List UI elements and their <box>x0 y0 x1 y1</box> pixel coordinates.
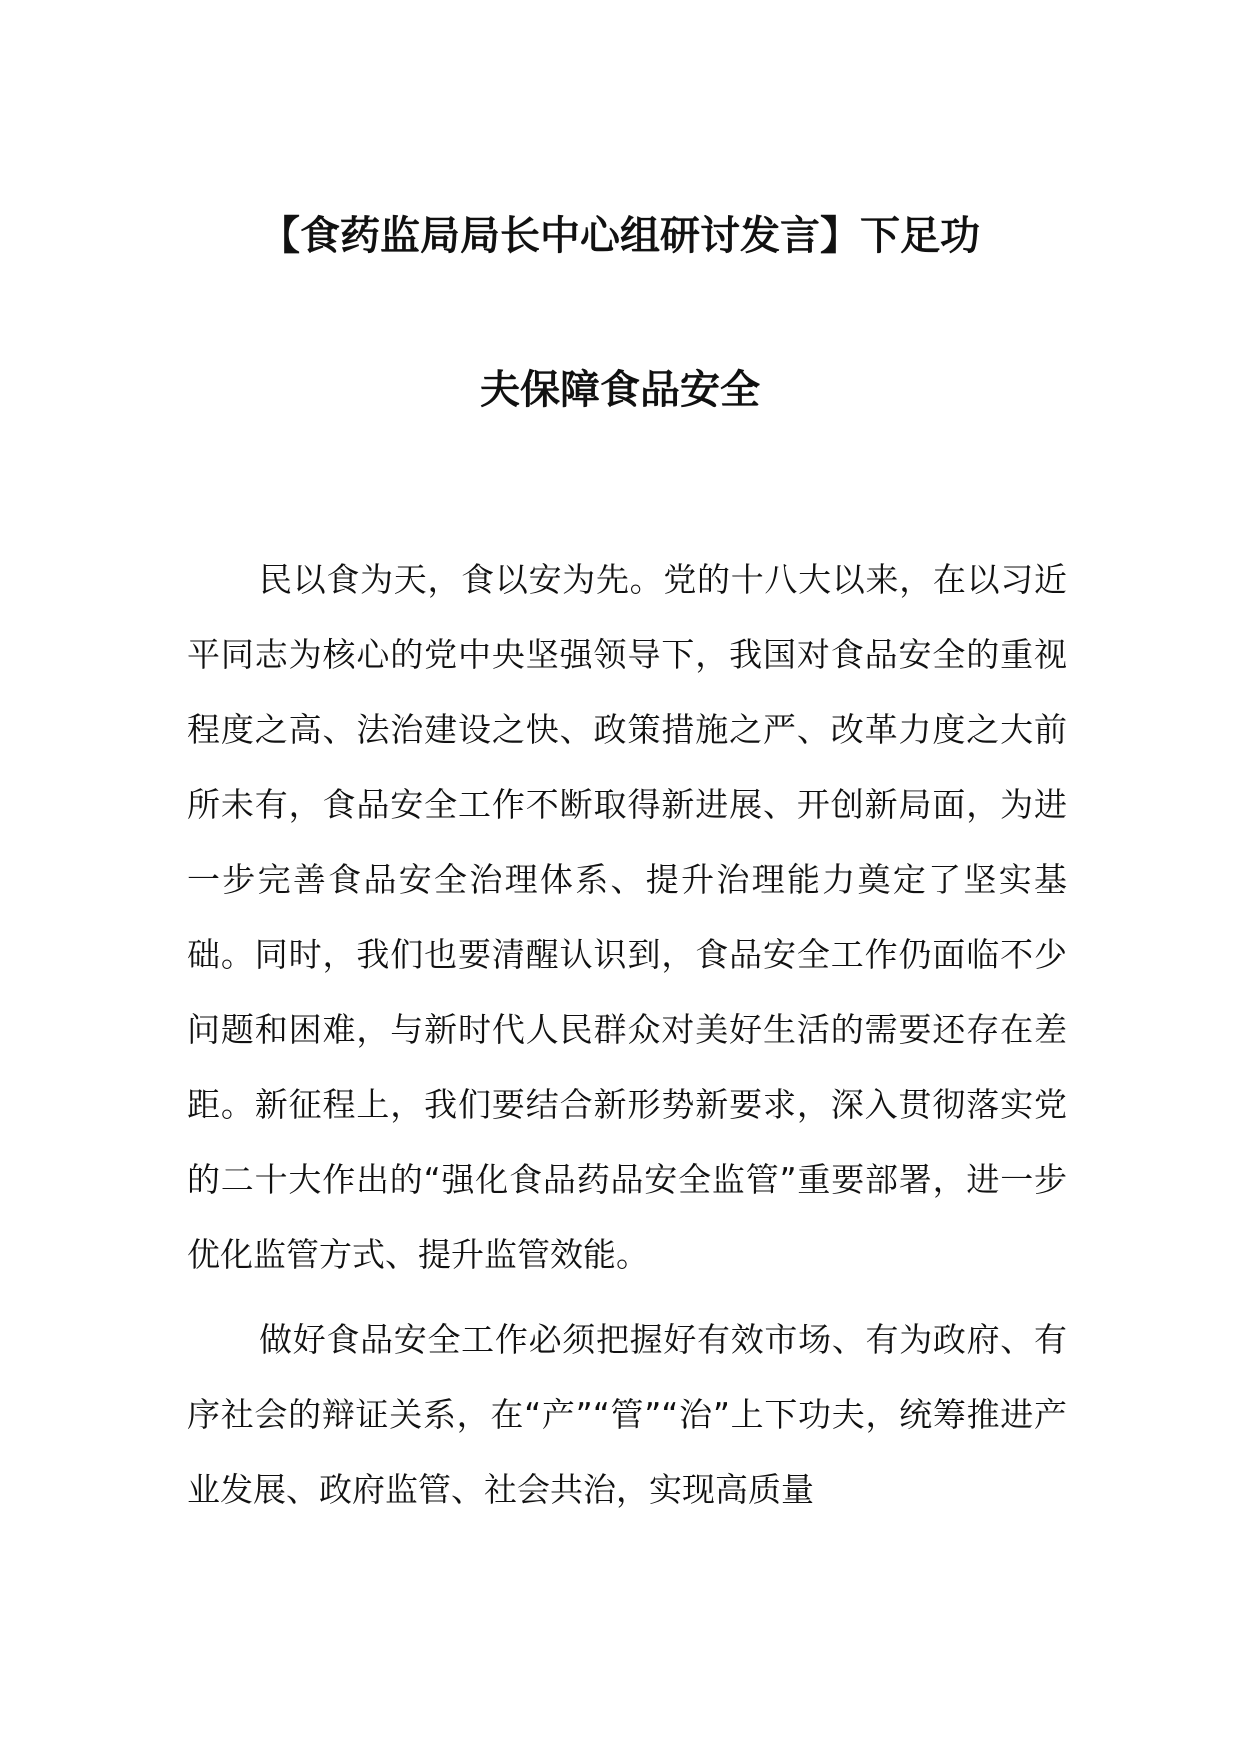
paragraph: 做好食品安全工作必须把握好有效市场、有为政府、有序社会的辩证关系，在“产”“管”“治”上下功夫，统筹推进产业发展、政府监管、社会共治，实现高质量 <box>187 1320 1067 1509</box>
document-body <box>187 542 1067 1527</box>
document-title-line-2: 夫保障食品安全 <box>480 367 760 413</box>
document-title-line-1: 【食药监局局长中心组研讨发言】下足功 <box>260 213 980 259</box>
paragraph: 民以食为天，食以安为先。党的十八大以来，在以习近平同志为核心的党中央坚强领导下，我国对食品安全的重视程度之高、法治建设之快、政策措施之严、改革力度之大前所未有，食品安全工作不断取得新进展、开创新局面，为进一步完善食品安全治理体系、提升治理能力奠定了坚实基础。同时，我们也要清醒认识到，食品安全工作仍面临不少问题和困难，与新时代人民群众对美好生活的需要还存在差距。新征程上，我们要结合新形势新要求，深入贯彻落实党的二十大作出的“强化食品药品安全监管”重要部署，进一步优化监管方式、提升监管效能。 <box>187 560 1067 1274</box>
